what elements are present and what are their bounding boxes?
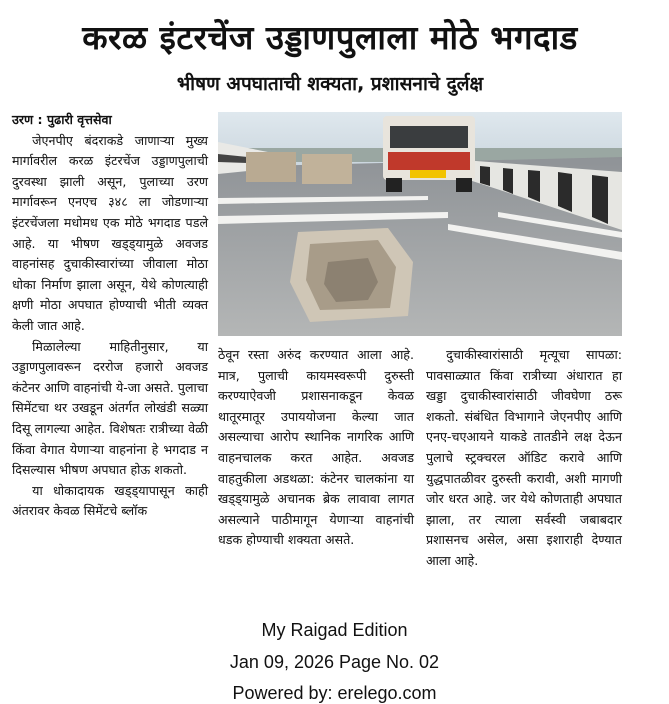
paragraph-3: या धोकादायक खड्ड्यापासून काही अंतरावर केवळ सिमेंटचे ब्लॉक [12,482,208,519]
newspaper-clipping [6,10,654,610]
powered-by-link[interactable]: Powered by: erelego.com [232,683,437,703]
edition-name: My Raigad Edition [261,620,408,640]
bridge-pothole-photo [218,112,622,336]
paragraph-1: जेएनपीए बंदराकडे जाणाऱ्या मुख्य मार्गावरील करळ इंटरचेंज उड्डाणपुलाची दुरवस्था झाली असून, पुलाच्या उरण मार्गावरून एनएच ३४८ ला जोडणाऱ्या इंटरचेंजला मधोमध एक मोठे भगदाड पडले आहे. या भीषण खड्ड्यामुळे अवजड वाहनांसह दुचाकीस्वारांच्या जीवाला मोठा धोका निर्माण झाला असून, येथे कोणत्याही क्षणी मोठा अपघात होण्याची भीती व्यक्त केली जात आहे. [12,132,208,333]
paragraph-5: दुचाकीस्वारांसाठी मृत्यूचा सापळा: पावसाळ्यात किंवा रात्रीच्या अंधारात हा खड्डा दुचाकीस्वारांसाठी जीवघेणा ठरू शकतो. संबंधित विभागाने जेएनपीए आणि एनए-चएआयने याकडे तातडीने लक्ष देऊन पुलाचे स्ट्रक्चरल ऑडिट करावे आणि युद्धपातळीवर दुरुस्ती करावी, अशी मागणी जोर धरत आहे. जर येथे कोणताही अपघात झाला, तर त्याला सर्वस्वी जबाबदार प्रशासनच असेल, असा इशाराही देण्यात आला आहे. [426,347,622,568]
subheadline: भीषण अपघाताची शक्यता, प्रशासनाचे दुर्लक्ष [176,73,484,95]
article-column-2 [218,345,414,551]
edition-date-page: Jan 09, 2026 Page No. 02 [229,652,440,672]
article-column-1 [12,110,208,522]
paragraph-2: मिळालेल्या माहितीनुसार, या उड्डाणपुलावरून दररोज हजारो अवजड कंटेनर आणि वाहनांची ये-जा असते. पुलाचा सिमेंटचा थर उखडून अंतर्गत लोखंडी सळ्या दिसू लागल्या आहेत. विशेषतः रात्रीच्या वेळी किंवा वेगात येणाऱ्या वाहनांना हे भगदाड न दिसल्यास भीषण अपघात होऊ शकतो. [12,338,208,478]
paragraph-4: ठेवून रस्ता अरुंद करण्यात आला आहे. मात्र, पुलाची कायमस्वरूपी दुरुस्ती करण्याऐवजी प्रशासनाकडून केवळ थातूरमातूर उपाययोजना केल्या जात असल्याचा आरोप स्थानिक नागरिक आणि वाहनचालक करत आहेत. अवजड वाहतुकीला अडथळा: कंटेनर चालकांना या खड्ड्यामुळे अचानक ब्रेक लावावा लागत असल्याने पाठीमागून येणाऱ्या वाहनांची धडक होण्याची शक्यता असते. [218,347,414,548]
dateline: उरण : पुढारी वृत्तसेवा [12,112,112,127]
article-column-3 [426,345,622,572]
news-photo [218,112,622,336]
headline: करळ इंटरचेंज उड्डाणपुलाला मोठे भगदाड [82,18,578,57]
